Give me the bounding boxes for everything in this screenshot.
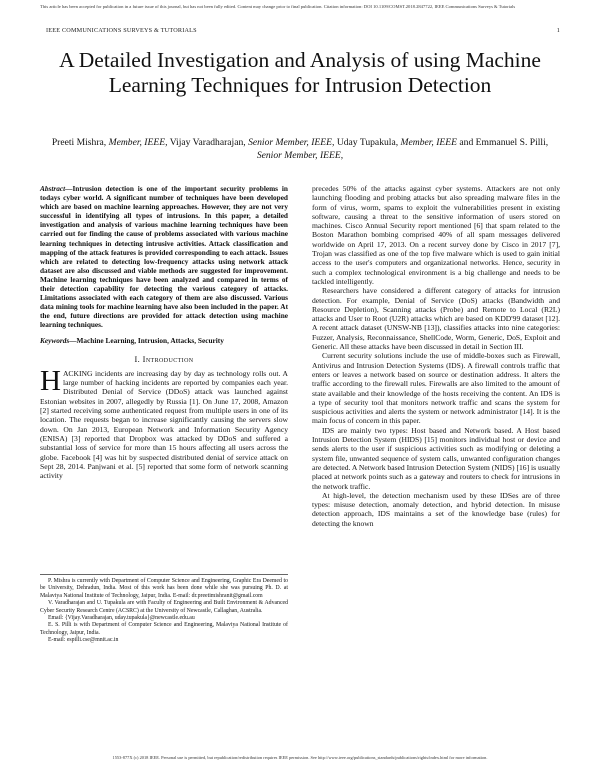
footnote: Email: {Vijay.Varadharajan, uday.tupakula}@newcastle.edu.au [48,615,195,622]
journal-name: IEEE COMMUNICATIONS SURVEYS & TUTORIALS [46,27,197,34]
author-role: Senior Member, IEEE, [256,150,344,161]
paper-title: A Detailed Investigation and Analysis of using Machine Learning Techniques for Intrusion Detection [59,48,541,97]
author-role: Member, IEEE, [108,137,168,148]
running-head [46,27,560,34]
author-list [40,136,560,162]
author-name: Uday Tupakula, [336,137,399,148]
paragraph: At high-level, the detection mechanism used by these IDSes are of three types: misuse detection, anomaly detection, and hybrid detection. In misuse detection approach, IDS maintains a set of the knowledge base (rules) for detecting the known [312,490,560,528]
left-column [40,184,288,480]
paragraph: Current security solutions include the use of middle-boxes such as Firewall, Antivirus and Intrusion Detection Systems (IDS). A firewall controls traffic that enters or leaves a network based on source or destination address. It alters the traffic according to the firewall rules. Firewalls are also limited to the amount of state available and their knowledge of the hosts receiving the content. An IDS is a type of security tool that monitors network traffic and scans the system for suspicious activities and alerts the system or network administrator [14]. It is the main focus of concern in this paper. [312,351,560,426]
keywords-text: —Machine Learning, Intrusion, Attacks, Security [69,335,224,345]
keywords-label: Keywords [40,335,70,345]
paragraph: precedes 50% of the attacks against cyber systems. Attackers are not only launching flooding and probing attacks but also spreading malware files in the form of virus, worm, spams to exploit the vulnerabilities present in existing software, causing a threat to the sensitive information of users stored on machines. Cisco Annual Security report mentioned [6] that spam related to the Boston Marathon bombing comprised 40% of all spam messages delivered worldwide on April 17, 2013. On a recent survey done by Cisco in 2017 [7], Trojan was classified as one of the top five malware which is used to gain initial access to the user's computers and organizational networks. Hence, security in such a complex technological environment is a big challenge and needs to be tackled intelligently. [312,184,560,286]
author-role: Member, IEEE [400,137,457,148]
copyright-footer: 1553-877X (c) 2018 IEEE. Personal use is permitted, but republication/redistribution requires IEEE permission. See http://www.ieee.org/publications_standards/publications/rights/index.html for more information. [112,755,488,760]
author-name: Preeti Mishra, [51,137,107,148]
section-number: I. [134,354,141,364]
footnote: P. Mishra is currently with Department of Computer Science and Engineering, Graphic Era Deemed to be University, Dehradun, India. Most of this work has been done while she was pursuing Ph. D. at Malaviya National Institute of Technology, Jaipur, India. E-mail: dr.preetimishranit@gmail.com [40,578,288,599]
right-column [312,184,560,528]
drop-cap: H [40,364,61,397]
intro-text: ACKING incidents are increasing day by day as technology rolls out. A large number of hacking incidents are reported by companies each year. Distributed Denial of Service (DDoS) attack was launched against Estonian websites in 2007, allegedly by Russia [1]. On June 17, 2008, Amazon [2] started receiving some authenticated request from multiple users in one of its location. The requests began to increase significantly causing the servers slow down. On Jan 2013, European Network and Information Security Agency (ENISA) [3] reported that Dropbox was attacked by DDoS and suffered a substantial loss of service for more than 15 hours affecting all users across the globe. Facebook [4] was hit by suspected distributed denial of service attack on Sept 28, 2014. Panjwani et al. [5] reported that some form of network scanning activity [40,368,288,481]
section-heading [40,355,288,364]
author-role: Senior Member, IEEE, [248,137,335,148]
author-name: Vijay Varadharajan, [169,137,246,148]
abstract-label: Abstract [40,184,66,193]
abstract [40,184,288,330]
footnote: V. Varadharajan and U. Tupakula are with Faculty of Engineering and Built Environment & Advanced Cyber Security Research Centre (ACSRC) at the University of Newcastle, Callaghan, Australia. [40,600,288,614]
footnotes [40,574,288,645]
paragraph: IDS are mainly two types: Host based and Network based. A Host based Intrusion Detection System (HIDS) [15] monitors individual host or device and sends alerts to the user if suspicious activities such as modifying or deleting a system file, unwanted sequence of system calls, unwanted configuration changes are detected. A Network based Intrusion Detection System (NIDS) [16] is usually placed at network points such as a gateway and routers to check for intrusions in the network traffic. [312,425,560,491]
section-title: Introduction [142,354,194,364]
publication-banner: This article has been accepted for publication in a future issue of this journal, but has not been fully edited. Content may change prior to final publication. Citation information: DOI 10.1109/COMST.2018.2847722, IEEE Communications Surveys & Tutorials [40,4,516,9]
keywords [40,336,288,345]
footnote: E. S. Pilli is with Department of Computer Science and Engineering, Malaviya National Institute of Technology, Jaipur, India. [40,622,288,636]
footnote: E-mail: espilli.cse@mnit.ac.in [48,637,119,644]
abstract-text: —Intrusion detection is one of the important security problems in todays cyber world. A significant number of techniques have been developed which are based on machine learning approaches. However, they are not very successful in identifying all types of intrusions. In this paper, a detailed investigation and analysis of various machine learning techniques have been carried out for finding the cause of problems associated with various machine learning techniques in detecting intrusive activities. Attack classification and mapping of the attack features is provided corresponding to each attack. Issues which are related to detecting low-frequency attacks using network attack dataset are also discussed and viable methods are suggested for improvement. Machine learning techniques have been analyzed and compared in terms of their detection capability for detecting the various category of attacks. Limitations associated with each category of them are also discussed. Various data mining tools for machine learning have also been included in the paper. At the end, future directions are provided for attack detection using machine learning techniques. [40,184,288,330]
paragraph: Researchers have considered a different category of attacks for intrusion detection. For example, Denial of Service (DoS) attacks (Bandwidth and Resource Depletion), Scanning attacks (Probe) and Remote to Local (R2L) attacks and User to Root (U2R) attacks which are based on KDD'99 dataset [12]. A recent attack dataset (UNSW-NB [13]), classifies attacks into nine categories: Fuzzer, Analysis, Reconnaissance, ShellCode, Worm, Generic, DoS, Exploit and Generic. All these attacks have been discussed in detail in Section III. [312,286,560,352]
page-number: 1 [556,27,560,34]
intro-paragraph [40,364,288,481]
author-name: and Emmanuel S. Pilli, [459,137,549,148]
